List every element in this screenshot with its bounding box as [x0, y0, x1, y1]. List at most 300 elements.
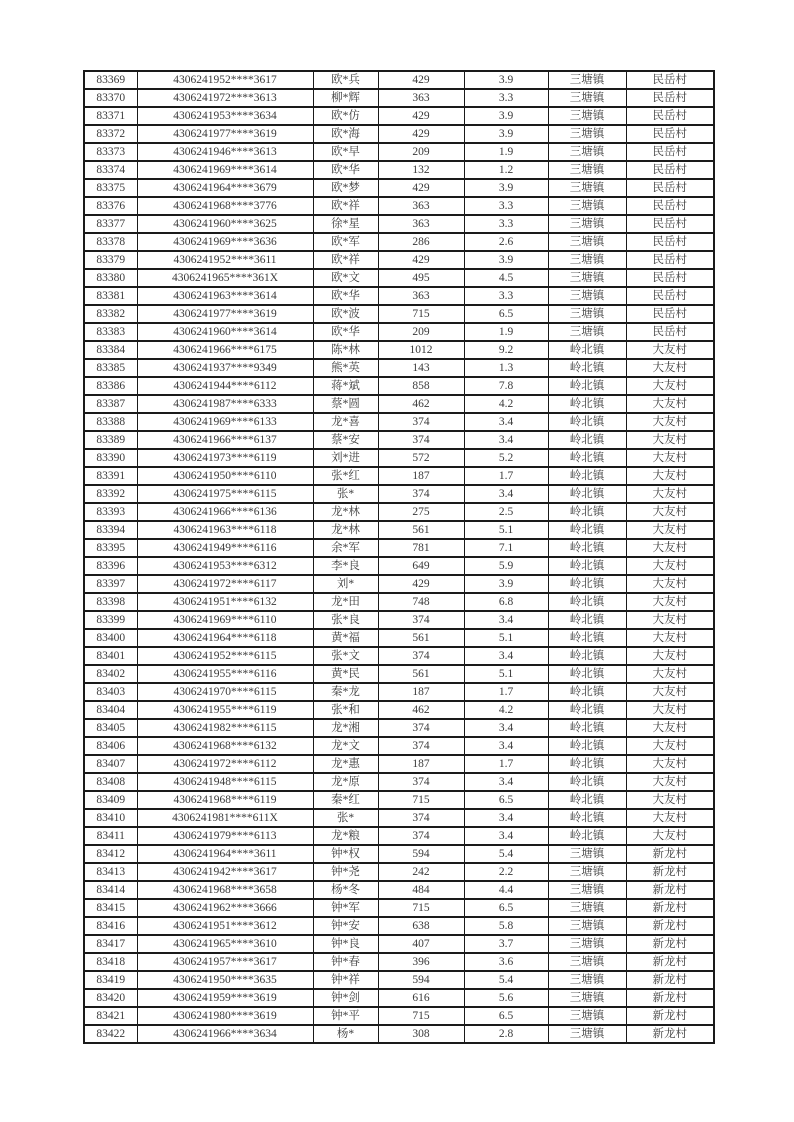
cell-town: 三塘镇: [548, 305, 626, 323]
cell-village: 新龙村: [626, 953, 714, 971]
cell-village: 大友村: [626, 593, 714, 611]
cell-id_number: 4306241952****6115: [137, 647, 313, 665]
cell-id_number: 4306241979****6113: [137, 827, 313, 845]
cell-id_number: 4306241960****3614: [137, 323, 313, 341]
cell-id_number: 4306241970****6115: [137, 683, 313, 701]
cell-amount: 649: [378, 557, 464, 575]
cell-seq: 83419: [84, 971, 137, 989]
cell-town: 三塘镇: [548, 71, 626, 89]
cell-seq: 83396: [84, 557, 137, 575]
cell-name: 钟*良: [313, 935, 378, 953]
cell-town: 三塘镇: [548, 287, 626, 305]
cell-name: 龙*原: [313, 773, 378, 791]
table-row: [84, 899, 714, 917]
cell-village: 民岳村: [626, 305, 714, 323]
cell-amount: 572: [378, 449, 464, 467]
cell-town: 三塘镇: [548, 1007, 626, 1025]
cell-seq: 83379: [84, 251, 137, 269]
cell-amount: 242: [378, 863, 464, 881]
cell-amount: 715: [378, 1007, 464, 1025]
cell-id_number: 4306241952****3617: [137, 71, 313, 89]
table-row: [84, 593, 714, 611]
cell-amount: 462: [378, 701, 464, 719]
cell-village: 民岳村: [626, 143, 714, 161]
cell-town: 岭北镇: [548, 395, 626, 413]
table-row: [84, 395, 714, 413]
cell-amount: 1012: [378, 341, 464, 359]
cell-village: 大友村: [626, 755, 714, 773]
cell-town: 三塘镇: [548, 89, 626, 107]
cell-area_mu: 3.3: [464, 89, 548, 107]
cell-town: 岭北镇: [548, 449, 626, 467]
cell-id_number: 4306241982****6115: [137, 719, 313, 737]
table-row: [84, 665, 714, 683]
cell-id_number: 4306241942****3617: [137, 863, 313, 881]
cell-id_number: 4306241953****6312: [137, 557, 313, 575]
cell-village: 民岳村: [626, 125, 714, 143]
cell-id_number: 4306241973****6119: [137, 449, 313, 467]
cell-town: 岭北镇: [548, 341, 626, 359]
cell-name: 钟*军: [313, 899, 378, 917]
cell-village: 民岳村: [626, 233, 714, 251]
cell-seq: 83377: [84, 215, 137, 233]
table-row: [84, 647, 714, 665]
cell-name: 钟*春: [313, 953, 378, 971]
table-row: [84, 359, 714, 377]
table-row: [84, 431, 714, 449]
cell-area_mu: 1.9: [464, 323, 548, 341]
cell-id_number: 4306241968****3658: [137, 881, 313, 899]
cell-town: 岭北镇: [548, 791, 626, 809]
cell-amount: 374: [378, 611, 464, 629]
table-row: [84, 773, 714, 791]
cell-name: 杨*: [313, 1025, 378, 1043]
cell-amount: 495: [378, 269, 464, 287]
cell-area_mu: 4.2: [464, 701, 548, 719]
cell-id_number: 4306241963****3614: [137, 287, 313, 305]
cell-area_mu: 5.4: [464, 845, 548, 863]
cell-area_mu: 6.5: [464, 899, 548, 917]
cell-id_number: 4306241980****3619: [137, 1007, 313, 1025]
cell-area_mu: 3.4: [464, 737, 548, 755]
cell-town: 三塘镇: [548, 161, 626, 179]
cell-town: 三塘镇: [548, 251, 626, 269]
cell-town: 岭北镇: [548, 485, 626, 503]
cell-id_number: 4306241966****6136: [137, 503, 313, 521]
table-row: [84, 521, 714, 539]
cell-name: 蔡*圆: [313, 395, 378, 413]
cell-seq: 83416: [84, 917, 137, 935]
table-row: [84, 1007, 714, 1025]
cell-amount: 286: [378, 233, 464, 251]
cell-village: 大友村: [626, 809, 714, 827]
cell-town: 岭北镇: [548, 755, 626, 773]
cell-seq: 83420: [84, 989, 137, 1007]
cell-village: 大友村: [626, 629, 714, 647]
table-row: [84, 287, 714, 305]
cell-name: 张*和: [313, 701, 378, 719]
cell-village: 新龙村: [626, 971, 714, 989]
cell-amount: 561: [378, 665, 464, 683]
table-row: [84, 233, 714, 251]
table-row: [84, 881, 714, 899]
cell-area_mu: 1.2: [464, 161, 548, 179]
table-row: [84, 719, 714, 737]
cell-seq: 83410: [84, 809, 137, 827]
cell-name: 龙*田: [313, 593, 378, 611]
cell-amount: 858: [378, 377, 464, 395]
cell-seq: 83393: [84, 503, 137, 521]
cell-seq: 83383: [84, 323, 137, 341]
cell-id_number: 4306241968****6119: [137, 791, 313, 809]
cell-id_number: 4306241964****3679: [137, 179, 313, 197]
cell-town: 岭北镇: [548, 431, 626, 449]
cell-id_number: 4306241966****3634: [137, 1025, 313, 1043]
cell-village: 大友村: [626, 485, 714, 503]
cell-amount: 275: [378, 503, 464, 521]
cell-village: 新龙村: [626, 881, 714, 899]
cell-town: 三塘镇: [548, 215, 626, 233]
cell-id_number: 4306241968****6132: [137, 737, 313, 755]
table-row: [84, 269, 714, 287]
cell-amount: 594: [378, 971, 464, 989]
cell-town: 三塘镇: [548, 233, 626, 251]
cell-id_number: 4306241969****6133: [137, 413, 313, 431]
cell-area_mu: 6.5: [464, 791, 548, 809]
cell-area_mu: 5.4: [464, 971, 548, 989]
cell-name: 李*良: [313, 557, 378, 575]
cell-seq: 83403: [84, 683, 137, 701]
cell-seq: 83394: [84, 521, 137, 539]
cell-town: 三塘镇: [548, 845, 626, 863]
cell-name: 刘*进: [313, 449, 378, 467]
cell-amount: 374: [378, 719, 464, 737]
cell-area_mu: 3.4: [464, 773, 548, 791]
table-row: [84, 611, 714, 629]
cell-seq: 83386: [84, 377, 137, 395]
cell-id_number: 4306241966****6137: [137, 431, 313, 449]
cell-area_mu: 3.9: [464, 107, 548, 125]
cell-seq: 83380: [84, 269, 137, 287]
cell-village: 新龙村: [626, 1025, 714, 1043]
cell-seq: 83371: [84, 107, 137, 125]
cell-town: 岭北镇: [548, 611, 626, 629]
cell-seq: 83407: [84, 755, 137, 773]
cell-area_mu: 6.8: [464, 593, 548, 611]
cell-village: 民岳村: [626, 89, 714, 107]
cell-name: 秦*红: [313, 791, 378, 809]
cell-area_mu: 5.1: [464, 629, 548, 647]
cell-seq: 83391: [84, 467, 137, 485]
cell-seq: 83401: [84, 647, 137, 665]
cell-name: 欧*华: [313, 287, 378, 305]
cell-seq: 83422: [84, 1025, 137, 1043]
cell-id_number: 4306241977****3619: [137, 125, 313, 143]
table-row: [84, 503, 714, 521]
cell-name: 蔡*安: [313, 431, 378, 449]
cell-seq: 83387: [84, 395, 137, 413]
cell-village: 大友村: [626, 395, 714, 413]
cell-seq: 83395: [84, 539, 137, 557]
cell-amount: 363: [378, 197, 464, 215]
cell-name: 欧*波: [313, 305, 378, 323]
cell-town: 三塘镇: [548, 935, 626, 953]
cell-id_number: 4306241953****3634: [137, 107, 313, 125]
cell-name: 欧*海: [313, 125, 378, 143]
cell-id_number: 4306241968****3776: [137, 197, 313, 215]
cell-seq: 83402: [84, 665, 137, 683]
cell-area_mu: 9.2: [464, 341, 548, 359]
table-row: [84, 755, 714, 773]
cell-name: 余*军: [313, 539, 378, 557]
table-row: [84, 71, 714, 89]
cell-village: 民岳村: [626, 323, 714, 341]
cell-name: 钟*安: [313, 917, 378, 935]
cell-seq: 83374: [84, 161, 137, 179]
cell-village: 民岳村: [626, 71, 714, 89]
table-row: [84, 863, 714, 881]
cell-seq: 83390: [84, 449, 137, 467]
cell-id_number: 4306241966****6175: [137, 341, 313, 359]
cell-village: 大友村: [626, 539, 714, 557]
cell-area_mu: 4.4: [464, 881, 548, 899]
cell-area_mu: 2.2: [464, 863, 548, 881]
cell-seq: 83409: [84, 791, 137, 809]
cell-name: 熊*英: [313, 359, 378, 377]
cell-id_number: 4306241987****6333: [137, 395, 313, 413]
cell-village: 民岳村: [626, 269, 714, 287]
cell-amount: 594: [378, 845, 464, 863]
table-row: [84, 107, 714, 125]
cell-amount: 374: [378, 485, 464, 503]
cell-amount: 363: [378, 287, 464, 305]
table-row: [84, 989, 714, 1007]
cell-name: 钟*剑: [313, 989, 378, 1007]
cell-amount: 462: [378, 395, 464, 413]
cell-area_mu: 3.9: [464, 251, 548, 269]
cell-amount: 374: [378, 809, 464, 827]
cell-town: 三塘镇: [548, 323, 626, 341]
cell-village: 大友村: [626, 467, 714, 485]
cell-id_number: 4306241944****6112: [137, 377, 313, 395]
cell-seq: 83370: [84, 89, 137, 107]
cell-town: 岭北镇: [548, 521, 626, 539]
cell-village: 民岳村: [626, 251, 714, 269]
cell-town: 三塘镇: [548, 953, 626, 971]
table-row: [84, 305, 714, 323]
cell-name: 徐*星: [313, 215, 378, 233]
cell-id_number: 4306241972****6112: [137, 755, 313, 773]
cell-area_mu: 3.4: [464, 827, 548, 845]
cell-town: 岭北镇: [548, 737, 626, 755]
cell-name: 黄*民: [313, 665, 378, 683]
cell-id_number: 4306241950****6110: [137, 467, 313, 485]
cell-seq: 83373: [84, 143, 137, 161]
cell-amount: 429: [378, 107, 464, 125]
cell-id_number: 4306241963****6118: [137, 521, 313, 539]
cell-amount: 374: [378, 431, 464, 449]
cell-village: 新龙村: [626, 917, 714, 935]
cell-town: 岭北镇: [548, 413, 626, 431]
cell-amount: 715: [378, 791, 464, 809]
cell-amount: 374: [378, 647, 464, 665]
cell-name: 张*: [313, 485, 378, 503]
cell-name: 龙*惠: [313, 755, 378, 773]
cell-id_number: 4306241969****3636: [137, 233, 313, 251]
cell-town: 三塘镇: [548, 1025, 626, 1043]
cell-area_mu: 3.9: [464, 179, 548, 197]
table-row: [84, 215, 714, 233]
cell-seq: 83389: [84, 431, 137, 449]
table-row: [84, 377, 714, 395]
cell-seq: 83411: [84, 827, 137, 845]
cell-id_number: 4306241964****3611: [137, 845, 313, 863]
cell-name: 张*良: [313, 611, 378, 629]
cell-area_mu: 3.9: [464, 575, 548, 593]
cell-seq: 83388: [84, 413, 137, 431]
cell-amount: 407: [378, 935, 464, 953]
cell-town: 三塘镇: [548, 899, 626, 917]
cell-village: 新龙村: [626, 845, 714, 863]
cell-amount: 187: [378, 467, 464, 485]
cell-name: 欧*文: [313, 269, 378, 287]
cell-area_mu: 7.1: [464, 539, 548, 557]
cell-seq: 83372: [84, 125, 137, 143]
table-body: [84, 71, 714, 1043]
cell-id_number: 4306241946****3613: [137, 143, 313, 161]
cell-village: 大友村: [626, 377, 714, 395]
cell-town: 三塘镇: [548, 143, 626, 161]
cell-village: 新龙村: [626, 1007, 714, 1025]
table-row: [84, 737, 714, 755]
cell-seq: 83405: [84, 719, 137, 737]
table-row: [84, 449, 714, 467]
cell-name: 钟*祥: [313, 971, 378, 989]
cell-id_number: 4306241965****361X: [137, 269, 313, 287]
cell-area_mu: 3.9: [464, 71, 548, 89]
cell-village: 大友村: [626, 413, 714, 431]
cell-amount: 748: [378, 593, 464, 611]
cell-area_mu: 3.4: [464, 431, 548, 449]
subsidy-table: [83, 70, 715, 1044]
cell-name: 秦*龙: [313, 683, 378, 701]
cell-seq: 83408: [84, 773, 137, 791]
cell-town: 岭北镇: [548, 359, 626, 377]
cell-name: 杨*冬: [313, 881, 378, 899]
cell-amount: 374: [378, 413, 464, 431]
cell-name: 龙*湘: [313, 719, 378, 737]
cell-village: 大友村: [626, 701, 714, 719]
cell-area_mu: 5.9: [464, 557, 548, 575]
cell-id_number: 4306241977****3619: [137, 305, 313, 323]
cell-village: 大友村: [626, 557, 714, 575]
cell-amount: 781: [378, 539, 464, 557]
cell-area_mu: 4.2: [464, 395, 548, 413]
cell-village: 大友村: [626, 449, 714, 467]
cell-amount: 363: [378, 215, 464, 233]
cell-name: 刘*: [313, 575, 378, 593]
cell-village: 民岳村: [626, 161, 714, 179]
cell-seq: 83400: [84, 629, 137, 647]
cell-amount: 429: [378, 179, 464, 197]
cell-area_mu: 5.8: [464, 917, 548, 935]
cell-village: 大友村: [626, 611, 714, 629]
cell-area_mu: 3.4: [464, 809, 548, 827]
cell-seq: 83404: [84, 701, 137, 719]
table-row: [84, 1025, 714, 1043]
cell-id_number: 4306241969****6110: [137, 611, 313, 629]
cell-town: 三塘镇: [548, 863, 626, 881]
cell-seq: 83378: [84, 233, 137, 251]
cell-town: 三塘镇: [548, 971, 626, 989]
cell-town: 三塘镇: [548, 881, 626, 899]
cell-village: 大友村: [626, 773, 714, 791]
table-row: [84, 539, 714, 557]
cell-town: 岭北镇: [548, 665, 626, 683]
table-row: [84, 197, 714, 215]
cell-village: 新龙村: [626, 935, 714, 953]
cell-village: 民岳村: [626, 197, 714, 215]
cell-seq: 83376: [84, 197, 137, 215]
cell-town: 岭北镇: [548, 647, 626, 665]
cell-name: 张*: [313, 809, 378, 827]
cell-area_mu: 3.7: [464, 935, 548, 953]
table-row: [84, 467, 714, 485]
cell-seq: 83381: [84, 287, 137, 305]
cell-village: 大友村: [626, 683, 714, 701]
cell-town: 三塘镇: [548, 197, 626, 215]
cell-amount: 429: [378, 125, 464, 143]
cell-town: 三塘镇: [548, 989, 626, 1007]
table-row: [84, 827, 714, 845]
cell-area_mu: 3.4: [464, 719, 548, 737]
cell-id_number: 4306241937****9349: [137, 359, 313, 377]
cell-area_mu: 1.3: [464, 359, 548, 377]
table-row: [84, 413, 714, 431]
cell-id_number: 4306241969****3614: [137, 161, 313, 179]
cell-area_mu: 3.9: [464, 125, 548, 143]
cell-area_mu: 3.4: [464, 611, 548, 629]
cell-town: 三塘镇: [548, 917, 626, 935]
cell-area_mu: 4.5: [464, 269, 548, 287]
cell-amount: 396: [378, 953, 464, 971]
cell-town: 岭北镇: [548, 719, 626, 737]
cell-village: 新龙村: [626, 863, 714, 881]
cell-area_mu: 5.2: [464, 449, 548, 467]
cell-area_mu: 3.4: [464, 647, 548, 665]
cell-town: 三塘镇: [548, 179, 626, 197]
table-row: [84, 89, 714, 107]
cell-amount: 209: [378, 323, 464, 341]
cell-area_mu: 6.5: [464, 1007, 548, 1025]
cell-name: 欧*祥: [313, 197, 378, 215]
cell-area_mu: 3.3: [464, 215, 548, 233]
cell-area_mu: 1.7: [464, 755, 548, 773]
cell-amount: 429: [378, 575, 464, 593]
cell-name: 钟*权: [313, 845, 378, 863]
cell-id_number: 4306241955****6116: [137, 665, 313, 683]
cell-seq: 83375: [84, 179, 137, 197]
cell-id_number: 4306241952****3611: [137, 251, 313, 269]
cell-amount: 374: [378, 827, 464, 845]
cell-village: 民岳村: [626, 287, 714, 305]
table-row: [84, 917, 714, 935]
cell-village: 大友村: [626, 827, 714, 845]
cell-village: 大友村: [626, 647, 714, 665]
cell-amount: 132: [378, 161, 464, 179]
table-row: [84, 791, 714, 809]
cell-area_mu: 3.4: [464, 413, 548, 431]
